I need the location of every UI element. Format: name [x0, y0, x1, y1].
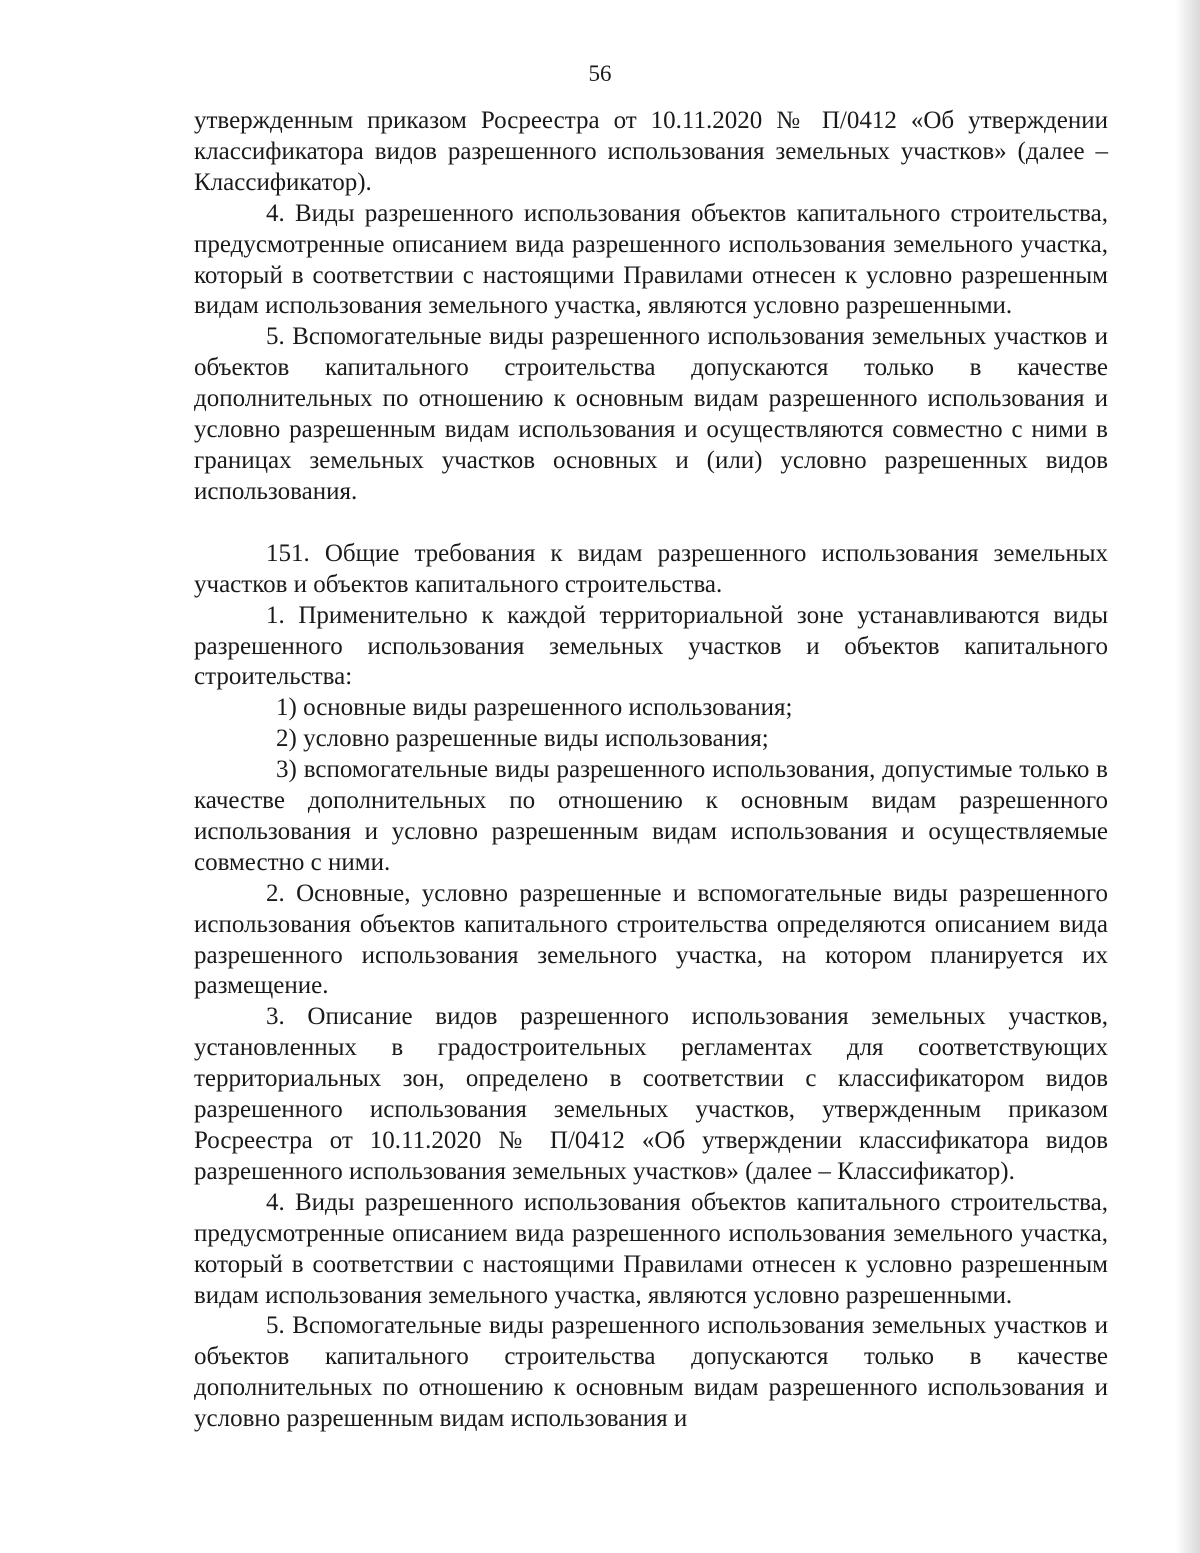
paragraph-item-2: 2. Основные, условно разрешенные и вспомогательные виды разрешенного использования объектов капитального строительства определяются описанием вида разрешенного использования земельного участка, на котором планируется их размещение. [194, 879, 1108, 1000]
document-body [194, 106, 1108, 1435]
section-heading-151: 151. Общие требования к видам разрешенного использования земельных участков и объектов капитального строительства. [194, 539, 1108, 598]
paragraph-item-5-repeat: 5. Вспомогательные виды разрешенного использования земельных участков и объектов капитального строительства допускаются только в качестве дополнительных по отношению к основным видам разрешенного использования и условно разрешенным видам использования и [194, 1312, 1108, 1433]
list-item-3: 3) вспомогательные виды разрешенного использования, допустимые только в качестве дополнительных по отношению к основным видам разрешенного использования и условно разрешенным видам использования и осуществляемые совместно с ними. [194, 756, 1108, 876]
list-item-2: 2) условно разрешенные виды использования; [276, 725, 769, 753]
paragraph-item-4: 4. Виды разрешенного использования объектов капитального строительства, предусмотренные описанием вида разрешенного использования земельного участка, который в соответствии с настоящими Правилами отнесен к условно разрешенным видам использования земельного участка, являются условно разрешенными. [194, 199, 1108, 320]
paragraph-item-5: 5. Вспомогательные виды разрешенного использования земельных участков и объектов капитального строительства допускаются только в качестве дополнительных по отношению к основным видам разрешенного использования и условно разрешенным видам использования и осуществляются совместно с ними в границах земельных участков основных и (или) условно разрешенных видов использования. [194, 323, 1108, 505]
paragraph-item-1: 1. Применительно к каждой территориальной зоне устанавливаются виды разрешенного использования земельных участков и объектов капитального строительства: [194, 601, 1108, 691]
page-edge-shadow [1176, 0, 1200, 1553]
paragraph-item-4-repeat: 4. Виды разрешенного использования объектов капитального строительства, предусмотренные описанием вида разрешенного использования земельного участка, который в соответствии с настоящими Правилами отнесен к условно разрешенным видам использования земельного участка, являются условно разрешенными. [194, 1188, 1108, 1309]
list-item-1: 1) основные виды разрешенного использования; [276, 694, 793, 722]
page-number: 56 [588, 61, 612, 86]
paragraph-item-3: 3. Описание видов разрешенного использования земельных участков, установленных в градостроительных регламентах для соответствующих территориальных зон, определено в соответствии с классификатором видов разрешенного использования земельных участков, утвержденным приказом Росреестра от 10.11.2020 № П/0412 «Об утверждении классификатора видов разрешенного использования земельных участков» (далее – Классификатор). [194, 1003, 1108, 1185]
paragraph-continuation: утвержденным приказом Росреестра от 10.11.2020 № П/0412 «Об утверждении классификатора видов разрешенного использования земельных участков» (далее – Классификатор). [194, 107, 1108, 196]
